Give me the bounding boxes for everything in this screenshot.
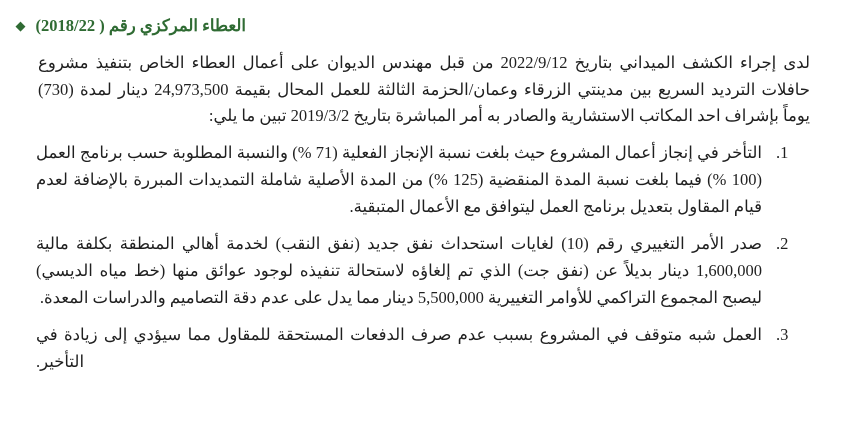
section-heading-label: العطاء المركزي رقم ( 2018/22) [35, 16, 246, 35]
section-heading [15, 16, 816, 36]
diamond-bullet-icon: ◆ [15, 17, 26, 33]
intro-paragraph: لدى إجراء الكشف الميداني بتاريخ 2022/9/12 من قبل مهندس الديوان على أعمال العطاء الخاص بتنفيذ مشروع حافلات الترديد السريع بين مدينتي الزرقاء وعمان/الحزمة الثالثة للعمل المحال بقيمة 24,973,500 دينار لمدة (730) يوماً بإشراف احد المكاتب الاستشارية والصادر به أمر المباشرة بتاريخ 2019/3/2 تبين ما يلي: [38, 53, 810, 126]
list-item-number: 3. [776, 325, 789, 345]
list-item-number: 1. [776, 143, 789, 163]
list-item-text: صدر الأمر التغييري رقم (10) لغايات استحداث نفق جديد (نفق النقب) لخدمة أهالي المنطقة بكلفة مالية 1,600,000 دينار بديلاً عن (نفق جت) الذي تم إلغاؤه لاستحالة تنفيذه لوجود عوائق منها (خط مياه الديسي) ليصبح المجموع التراكمي للأوامر التغييرية 5,500,000 دينار مما يدل على عدم دقة التصاميم والدراسات المعدة. [36, 234, 762, 307]
findings-list [34, 140, 816, 376]
list-item [34, 322, 816, 375]
list-item [34, 231, 816, 311]
list-item-text: العمل شبه متوقف في المشروع بسبب عدم صرف الدفعات المستحقة للمقاول مما سيؤدي إلى زيادة في التأخير. [36, 325, 762, 372]
list-item [34, 140, 816, 220]
list-item-text: التأخر في إنجاز أعمال المشروع حيث بلغت نسبة الإنجاز الفعلية (71 %) والنسبة المطلوبة حسب برنامج العمل (100 %) فيما بلغت نسبة المدة المنقضية (125 %) من المدة الأصلية شاملة التمديدات المبررة بالإضافة لعدم قيام المقاول بتعديل برنامج العمل ليتوافق مع الأعمال المتبقية. [36, 143, 763, 216]
list-item-number: 2. [776, 234, 789, 254]
